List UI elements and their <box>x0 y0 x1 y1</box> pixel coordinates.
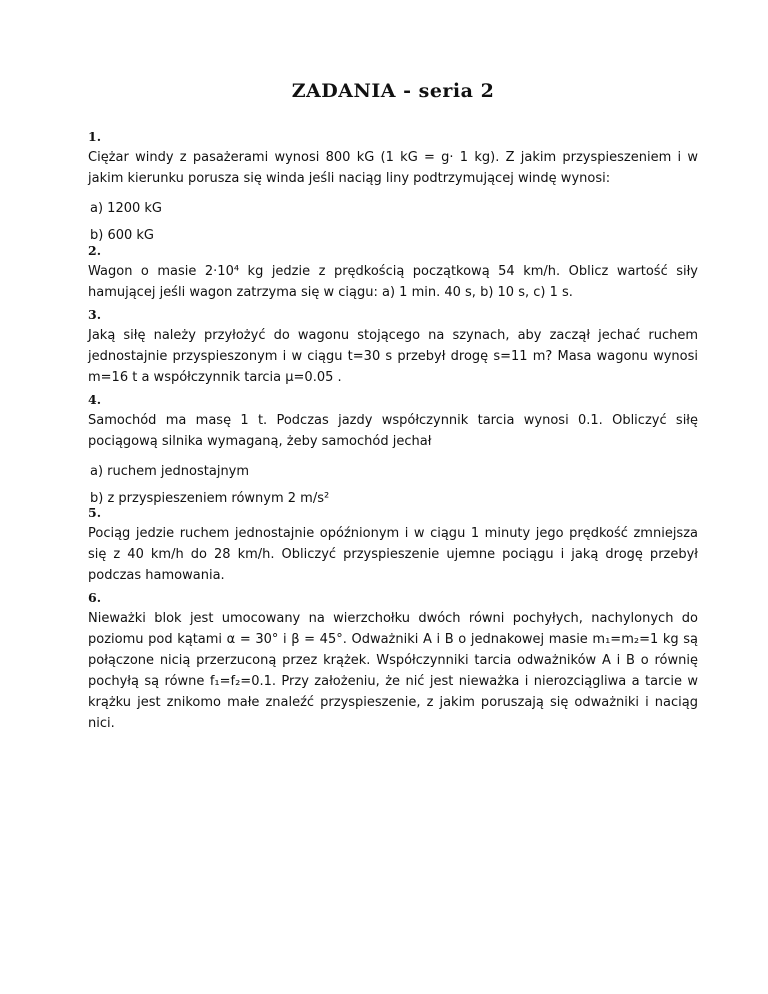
option-b: b) 600 kG <box>90 228 155 243</box>
problem-4 <box>88 390 698 509</box>
problem-number: 3. <box>88 307 102 322</box>
problem-text: Ciężar windy z pasażerami wynosi 800 kG (1 kG = g· 1 kg). Z jakim przyspieszeniem i w jakim kierunku porusza się winda jeśli naciąg liny podtrzymującej windę wynosi: <box>88 150 698 186</box>
option-a: a) ruchem jednostajnym <box>90 464 250 479</box>
problem-6 <box>88 588 698 734</box>
problem-number: 1. <box>88 129 102 144</box>
problem-3 <box>88 305 698 388</box>
problem-number: 6. <box>88 590 102 605</box>
problem-text: Samochód ma masę 1 t. Podczas jazdy współczynnik tarcia wynosi 0.1. Obliczyć siłę pociągową silnika wymaganą, żeby samochód jechał <box>88 413 698 449</box>
problem-text: Pociąg jedzie ruchem jednostajnie opóźnionym i w ciągu 1 minuty jego prędkość zmniejsza się z 40 km/h do 28 km/h. Obliczyć przyspieszenie ujemne pociągu i jaką drogę przebył podczas hamowania. <box>88 526 698 583</box>
problem-text: Wagon o masie 2·10⁴ kg jedzie z prędkością początkową 54 km/h. Oblicz wartość siły hamującej jeśli wagon zatrzyma się w ciągu: a) 1 min. 40 s, b) 10 s, c) 1 s. <box>88 264 698 300</box>
page-title: ZADANIA - seria 2 <box>291 80 495 102</box>
problem-text: Nieważki blok jest umocowany na wierzchołku dwóch równi pochyłych, nachylonych do poziomu pod kątami α = 30° i β = 45°. Odważniki A i B o jednakowej masie m₁=m₂=1 kg są połączone nicią przerzuconą przez krążek. Współczynniki tarcia odważników A i B o równię pochyłą są równe f₁=f₂=0.1. Przy założeniu, że nić jest nieważka i nierozciągliwa a tarcie w krążku jest znikomo małe znaleźć przyspieszenie, z jakim poruszają się odważniki i naciąg nici. <box>88 611 698 731</box>
problem-number: 2. <box>88 243 102 258</box>
problem-text: Jaką siłę należy przyłożyć do wagonu stojącego na szynach, aby zaczął jechać ruchem jednostajnie przyspieszonym i w ciągu t=30 s przebył drogę s=11 m? Masa wagonu wynosi m=16 t a współczynnik tarcia μ=0.05 . <box>88 328 698 385</box>
problem-number: 5. <box>88 505 102 520</box>
option-b: b) z przyspieszeniem równym 2 m/s² <box>90 491 330 506</box>
problem-5 <box>88 503 698 586</box>
problem-1 <box>88 127 698 246</box>
problem-number: 4. <box>88 392 102 407</box>
problem-2 <box>88 241 698 303</box>
option-a: a) 1200 kG <box>90 201 162 216</box>
